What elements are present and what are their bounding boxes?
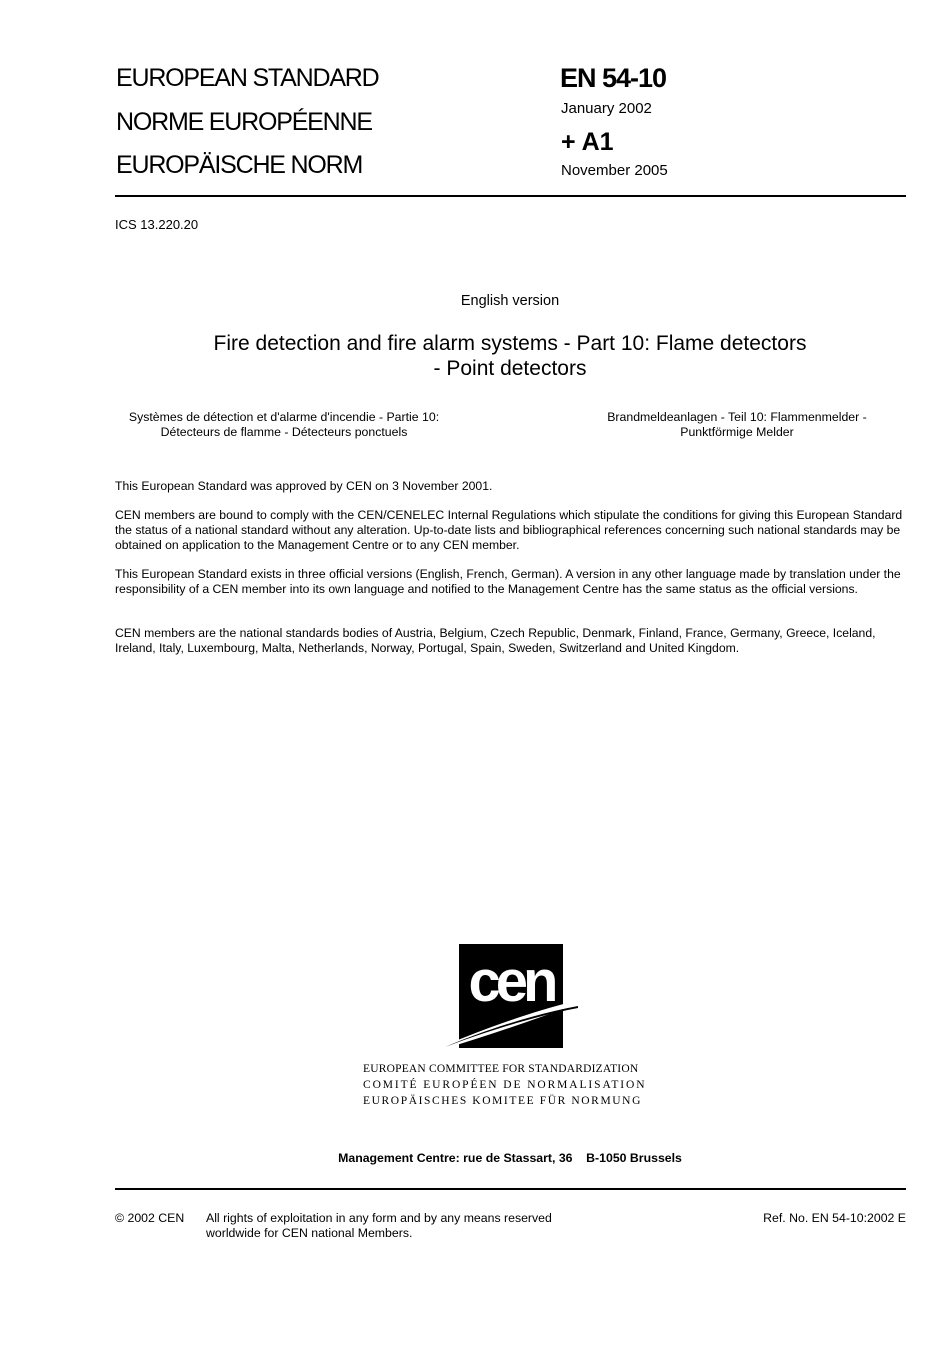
committee-name-de: EUROPÄISCHES KOMITEE FÜR NORMUNG — [363, 1095, 642, 1107]
committee-name-en: EUROPEAN COMMITTEE FOR STANDARDIZATION — [363, 1063, 639, 1075]
header-divider — [115, 195, 906, 197]
management-centre-address: Management Centre: rue de Stassart, 36 B-1050 Brussels — [338, 1151, 682, 1165]
rights-line: worldwide for CEN national Members. — [206, 1226, 413, 1240]
compliance-paragraph: CEN members are bound to comply with the CEN/CENELEC Internal Regulations which stipulate the conditions for giving this European Standard the status of a national standard without any alteration. Up-to-date lists and bibliographical references concerning such national standards may be obtained on application to the Management Centre or to any CEN member. — [115, 508, 903, 552]
standard-name-de: EUROPÄISCHE NORM — [116, 151, 363, 179]
reference-number: Ref. No. EN 54-10:2002 E — [763, 1211, 906, 1225]
members-paragraph: CEN members are the national standards bodies of Austria, Belgium, Czech Republic, Denmark, Finland, France, Germany, Greece, Iceland, Ireland, Italy, Luxembourg, Malta, Netherlands, Norway, Portugal, Spain, Sweden, Switzerland and United Kingdom. — [115, 626, 876, 655]
cen-logo-swoosh — [445, 1000, 580, 1050]
document-title — [60, 331, 950, 381]
version-label: English version — [460, 293, 560, 309]
title-line: Fire detection and fire alarm systems - Part 10: Flame detectors — [213, 332, 807, 355]
title-german-line: Punktförmige Melder — [680, 425, 794, 439]
footer-divider — [115, 1188, 906, 1190]
standard-name-fr: NORME EUROPÉENNE — [116, 108, 372, 136]
approval-paragraph: This European Standard was approved by CEN on 3 November 2001. — [115, 479, 493, 493]
title-german — [537, 410, 937, 440]
amendment-number: + A1 — [561, 128, 614, 156]
standard-date: January 2002 — [561, 100, 652, 117]
title-french-line: Systèmes de détection et d'alarme d'incendie - Partie 10: — [128, 410, 440, 424]
rights-statement — [206, 1211, 552, 1241]
cen-logo-text: cen — [468, 949, 554, 1014]
amendment-date: November 2005 — [561, 162, 668, 179]
committee-name-fr: COMITÉ EUROPÉEN DE NORMALISATION — [363, 1079, 647, 1091]
rights-line: All rights of exploitation in any form and by any means reserved — [206, 1211, 552, 1225]
title-french-line: Détecteurs de flamme - Détecteurs ponctuels — [160, 425, 408, 439]
standard-number: EN 54-10 — [560, 63, 667, 93]
copyright-notice: © 2002 CEN — [115, 1211, 185, 1225]
title-german-line: Brandmeldeanlagen - Teil 10: Flammenmelder - — [607, 410, 867, 424]
title-line: - Point detectors — [433, 357, 587, 380]
standard-name-en: EUROPEAN STANDARD — [116, 64, 379, 92]
title-french — [84, 410, 484, 440]
versions-paragraph: This European Standard exists in three official versions (English, French, German). A version in any other language made by translation under the responsibility of a CEN member into its own language and notified to the Management Centre has the same status as the official versions. — [115, 567, 901, 596]
ics-code: ICS 13.220.20 — [115, 217, 199, 232]
